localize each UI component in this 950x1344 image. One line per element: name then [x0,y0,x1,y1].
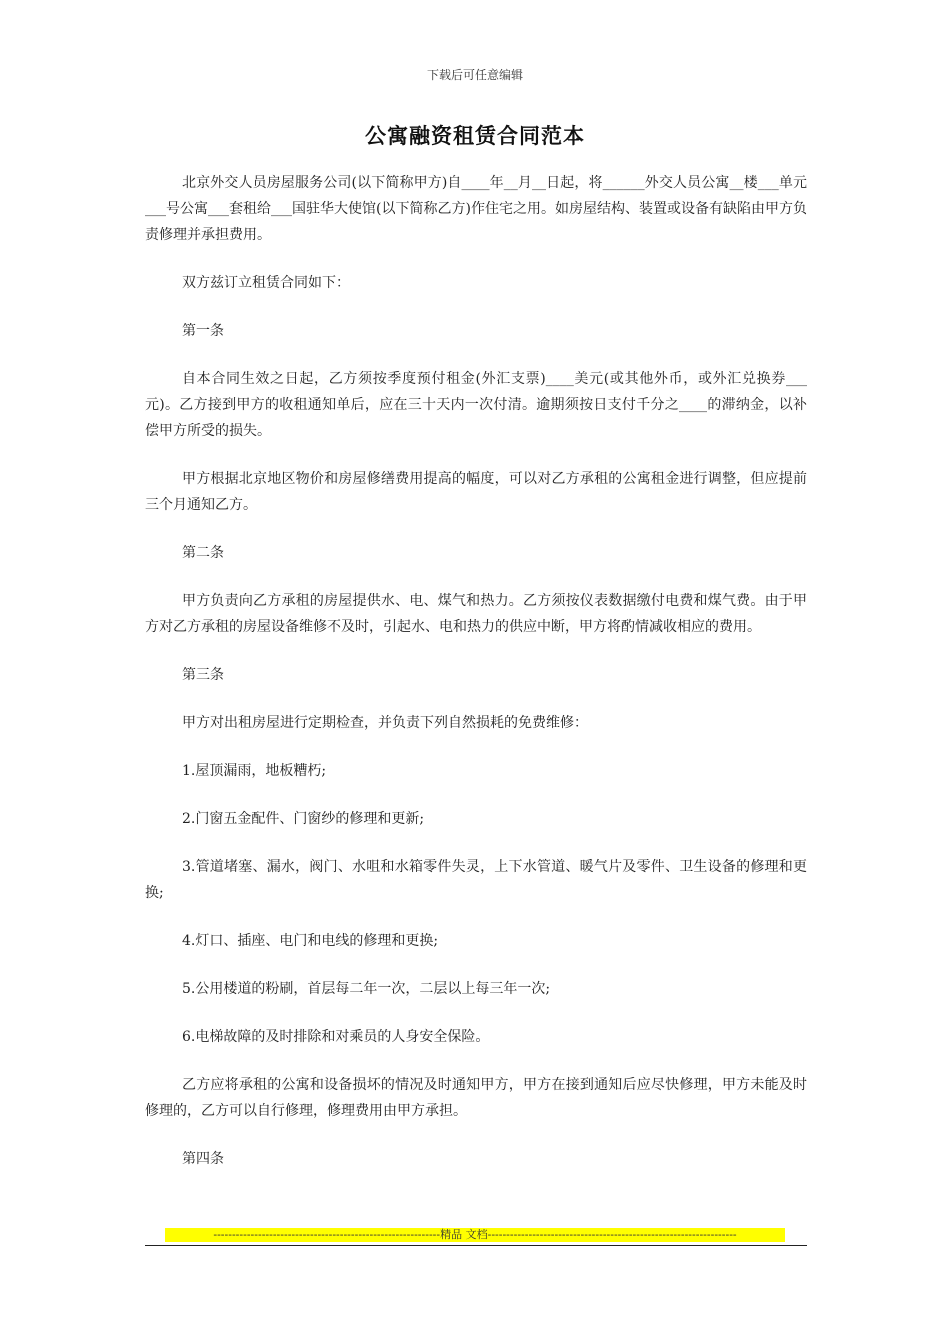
header-note: 下载后可任意编辑 [426,68,523,82]
paragraph: 甲方根据北京地区物价和房屋修缮费用提高的幅度，可以对乙方承租的公寓租金进行调整，但应提前三个月通知乙方。 [145,471,807,513]
article-heading-2: 第二条 [182,545,224,561]
document-body [145,170,807,1194]
paragraph-agreement: 双方兹订立租赁合同如下： [182,275,350,291]
list-item: 6.电梯故障的及时排除和对乘员的人身安全保险。 [182,1029,490,1045]
footer-highlight-text: -------------------------------------------------------------精品 文档------------------------------------------------------------------- [165,1228,785,1242]
paragraph: 甲方对出租房屋进行定期检查，并负责下列自然损耗的免费维修： [182,715,588,731]
list-item: 3.管道堵塞、漏水，阀门、水咀和水箱零件失灵，上下水管道、暖气片及零件、卫生设备的修理和更换; [145,859,807,901]
article-heading-4: 第四条 [182,1151,224,1167]
paragraph: 乙方应将承租的公寓和设备损坏的情况及时通知甲方，甲方在接到通知后应尽快修理，甲方未能及时修理的，乙方可以自行修理，修理费用由甲方承担。 [145,1077,807,1119]
page-footer [145,1228,807,1248]
article-heading-1: 第一条 [182,323,224,339]
document-title: 公寓融资租赁合同范本 [365,123,585,148]
list-item: 1.屋顶漏雨，地板糟朽; [182,763,327,779]
list-item: 5.公用楼道的粉刷，首层每二年一次，二层以上每三年一次; [182,981,551,997]
list-item: 2.门窗五金配件、门窗纱的修理和更新; [182,811,425,827]
footer-divider [145,1245,807,1246]
paragraph: 自本合同生效之日起，乙方须按季度预付租金(外汇支票)____美元(或其他外币，或外汇兑换券___元)。乙方接到甲方的收租通知单后，应在三十天内一次付清。逾期须按日支付千分之____的滞纳金，以补偿甲方所受的损失。 [145,371,807,439]
paragraph: 甲方负责向乙方承租的房屋提供水、电、煤气和热力。乙方须按仪表数据缴付电费和煤气费。由于甲方对乙方承租的房屋设备维修不及时，引起水、电和热力的供应中断，甲方将酌情减收相应的费用。 [145,593,807,635]
paragraph-intro: 北京外交人员房屋服务公司(以下简称甲方)自____年__月__日起，将______外交人员公寓__楼___单元___号公寓___套租给___国驻华大使馆(以下简称乙方)作住宅之用。如房屋结构、装置或设备有缺陷由甲方负责修理并承担费用。 [145,175,807,243]
article-heading-3: 第三条 [182,667,224,683]
list-item: 4.灯口、插座、电门和电线的修理和更换; [182,933,439,949]
